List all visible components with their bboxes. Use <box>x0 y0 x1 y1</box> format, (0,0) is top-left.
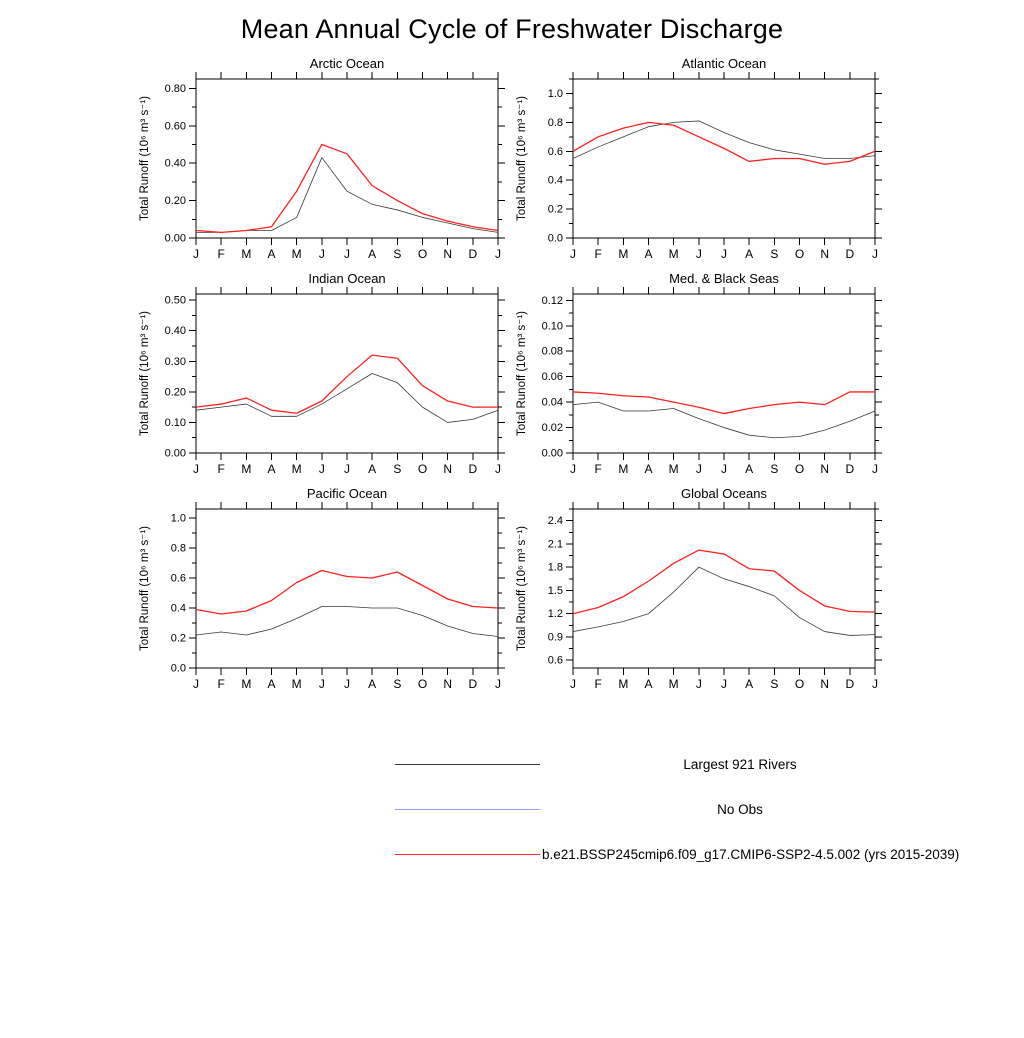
chart-pacific-ocean <box>136 485 508 700</box>
x-tick-label: A <box>644 677 653 692</box>
x-tick-label: N <box>820 247 830 262</box>
x-tick-label: J <box>721 462 727 477</box>
subplot-title: Atlantic Ocean <box>681 56 767 72</box>
x-tick-label: M <box>291 247 302 262</box>
x-tick-label: J <box>695 462 702 477</box>
y-tick-label: 0.80 <box>164 82 186 95</box>
x-tick-label: J <box>193 677 199 692</box>
y-tick-label: 0.08 <box>541 345 563 358</box>
x-tick-label: N <box>820 677 830 692</box>
series-line-1 <box>573 550 875 614</box>
x-tick-label: J <box>495 677 501 692</box>
legend-item-model-run <box>395 832 995 877</box>
legend-line-no-obs <box>395 809 540 810</box>
y-tick-label: 0.40 <box>164 325 186 338</box>
legend-label-model-run: b.e21.BSSP245cmip6.f09_g17.CMIP6-SSP2-4.5.002 (yrs 2015-2039) <box>542 847 960 863</box>
x-tick-label: N <box>443 462 453 477</box>
y-axis-label: Total Runoff (10⁶ m³ s⁻¹) <box>516 96 528 222</box>
x-tick-label: M <box>668 247 679 262</box>
x-tick-label: O <box>794 462 805 477</box>
legend-item-no-obs <box>395 787 995 832</box>
x-tick-label: A <box>644 247 653 262</box>
y-tick-label: 0.0 <box>170 662 186 675</box>
x-tick-label: J <box>193 462 199 477</box>
plot-frame <box>196 294 498 453</box>
x-tick-label: J <box>495 247 501 262</box>
x-tick-label: F <box>594 462 602 477</box>
y-tick-label: 0.10 <box>541 320 563 333</box>
x-tick-label: O <box>417 247 428 262</box>
x-tick-label: M <box>241 462 252 477</box>
x-tick-label: D <box>845 462 855 477</box>
chart-svg <box>513 270 885 485</box>
y-tick-label: 0.2 <box>547 203 563 216</box>
x-tick-label: O <box>794 247 805 262</box>
series-line-0 <box>573 567 875 635</box>
x-tick-label: J <box>721 247 727 262</box>
series-line-1 <box>196 571 498 615</box>
x-tick-label: D <box>468 677 478 692</box>
x-tick-label: A <box>267 677 276 692</box>
subplot-title: Global Oceans <box>681 486 767 502</box>
legend-line-largest-rivers <box>395 764 540 765</box>
x-tick-label: A <box>267 247 276 262</box>
y-tick-label: 0.4 <box>547 174 563 187</box>
x-tick-label: S <box>393 247 402 262</box>
x-tick-label: F <box>217 677 225 692</box>
y-tick-label: 0.04 <box>541 396 563 409</box>
y-tick-label: 0.2 <box>170 632 186 645</box>
series-line-1 <box>196 145 498 233</box>
y-tick-label: 0.00 <box>541 447 563 460</box>
legend-line-model-run <box>395 854 540 855</box>
y-tick-label: 0.00 <box>164 447 186 460</box>
chart-atlantic-ocean <box>513 55 885 270</box>
x-tick-label: M <box>291 462 302 477</box>
x-tick-label: N <box>443 247 453 262</box>
y-axis-label: Total Runoff (10⁶ m³ s⁻¹) <box>139 526 151 652</box>
subplot-title: Pacific Ocean <box>306 486 388 502</box>
x-tick-label: J <box>721 677 727 692</box>
chart-global-oceans <box>513 485 885 700</box>
y-tick-label: 1.0 <box>547 88 563 101</box>
x-tick-label: S <box>770 677 779 692</box>
x-tick-label: M <box>668 677 679 692</box>
series-line-0 <box>573 121 875 159</box>
x-tick-label: J <box>495 462 501 477</box>
x-tick-label: J <box>872 462 878 477</box>
x-tick-label: A <box>368 462 377 477</box>
y-tick-label: 0.50 <box>164 294 186 307</box>
x-tick-label: J <box>570 677 576 692</box>
x-tick-label: A <box>644 462 653 477</box>
series-line-0 <box>196 374 498 423</box>
x-tick-label: J <box>570 462 576 477</box>
x-tick-label: A <box>745 677 754 692</box>
plot-frame <box>196 509 498 668</box>
x-tick-label: J <box>872 677 878 692</box>
y-tick-label: 1.0 <box>170 512 186 525</box>
x-tick-label: J <box>193 247 199 262</box>
subplot-title: Arctic Ocean <box>309 56 385 72</box>
x-tick-label: J <box>695 247 702 262</box>
y-tick-label: 0.0 <box>547 232 563 245</box>
charts-grid <box>136 55 1024 700</box>
y-tick-label: 2.1 <box>547 538 563 551</box>
figure-title: Mean Annual Cycle of Freshwater Discharge <box>240 14 784 44</box>
x-tick-label: A <box>368 677 377 692</box>
y-tick-label: 0.10 <box>164 416 186 429</box>
y-tick-label: 0.4 <box>170 602 186 615</box>
x-tick-label: O <box>417 677 428 692</box>
x-tick-label: J <box>318 247 325 262</box>
x-tick-label: A <box>745 462 754 477</box>
y-tick-label: 0.40 <box>164 157 186 170</box>
series-line-1 <box>573 122 875 164</box>
series-line-0 <box>196 158 498 233</box>
y-tick-label: 1.5 <box>547 584 563 597</box>
subplot-title: Med. & Black Seas <box>669 271 779 287</box>
y-axis-label: Total Runoff (10⁶ m³ s⁻¹) <box>516 311 528 437</box>
y-tick-label: 0.6 <box>547 145 563 158</box>
x-tick-label: M <box>291 677 302 692</box>
x-tick-label: F <box>594 677 602 692</box>
series-line-1 <box>573 392 875 414</box>
x-tick-label: J <box>318 677 325 692</box>
chart-svg <box>136 55 508 270</box>
chart-med-black-seas <box>513 270 885 485</box>
x-tick-label: O <box>417 462 428 477</box>
y-tick-label: 0.00 <box>164 232 186 245</box>
y-tick-label: 0.12 <box>541 294 563 307</box>
chart-indian-ocean <box>136 270 508 485</box>
x-tick-label: M <box>618 247 629 262</box>
x-tick-label: A <box>368 247 377 262</box>
y-tick-label: 0.30 <box>164 355 186 368</box>
chart-arctic-ocean <box>136 55 508 270</box>
series-line-0 <box>573 402 875 438</box>
x-tick-label: S <box>393 677 402 692</box>
plot-frame <box>573 509 875 668</box>
x-tick-label: D <box>468 247 478 262</box>
y-tick-label: 0.60 <box>164 120 186 133</box>
subplot-title: Indian Ocean <box>308 271 386 287</box>
x-tick-label: J <box>344 677 350 692</box>
figure-page <box>0 14 1024 877</box>
x-tick-label: M <box>241 247 252 262</box>
x-tick-label: S <box>770 247 779 262</box>
chart-svg <box>513 485 885 700</box>
chart-svg <box>136 485 508 700</box>
legend-label-largest-rivers: Largest 921 Rivers <box>683 757 797 773</box>
x-tick-label: S <box>393 462 402 477</box>
chart-svg <box>513 55 885 270</box>
y-tick-label: 0.8 <box>547 116 563 129</box>
x-tick-label: N <box>443 677 453 692</box>
plot-frame <box>573 294 875 453</box>
x-tick-label: S <box>770 462 779 477</box>
y-axis-label: Total Runoff (10⁶ m³ s⁻¹) <box>516 526 528 652</box>
x-tick-label: O <box>794 677 805 692</box>
plot-frame <box>196 79 498 238</box>
x-tick-label: M <box>241 677 252 692</box>
y-tick-label: 2.4 <box>547 515 563 528</box>
y-tick-label: 0.9 <box>547 631 563 644</box>
x-tick-label: J <box>344 247 350 262</box>
x-tick-label: N <box>820 462 830 477</box>
x-tick-label: J <box>872 247 878 262</box>
y-tick-label: 0.6 <box>170 572 186 585</box>
x-tick-label: A <box>745 247 754 262</box>
chart-svg <box>136 270 508 485</box>
x-tick-label: F <box>217 462 225 477</box>
x-tick-label: F <box>217 247 225 262</box>
y-tick-label: 0.6 <box>547 654 563 667</box>
x-tick-label: D <box>845 677 855 692</box>
y-tick-label: 0.20 <box>164 195 186 208</box>
y-tick-label: 0.02 <box>541 422 563 435</box>
x-tick-label: A <box>267 462 276 477</box>
x-tick-label: F <box>594 247 602 262</box>
y-tick-label: 0.06 <box>541 371 563 384</box>
x-tick-label: M <box>618 462 629 477</box>
x-tick-label: J <box>318 462 325 477</box>
x-tick-label: D <box>845 247 855 262</box>
x-tick-label: M <box>618 677 629 692</box>
x-tick-label: D <box>468 462 478 477</box>
y-tick-label: 1.2 <box>547 608 563 621</box>
y-axis-label: Total Runoff (10⁶ m³ s⁻¹) <box>139 96 151 222</box>
y-tick-label: 1.8 <box>547 561 563 574</box>
y-axis-label: Total Runoff (10⁶ m³ s⁻¹) <box>139 311 151 437</box>
legend-label-no-obs: No Obs <box>717 802 763 818</box>
y-tick-label: 0.20 <box>164 386 186 399</box>
legend-item-largest-rivers <box>395 742 995 787</box>
x-tick-label: M <box>668 462 679 477</box>
x-tick-label: J <box>344 462 350 477</box>
legend <box>395 742 995 877</box>
x-tick-label: J <box>695 677 702 692</box>
x-tick-label: J <box>570 247 576 262</box>
y-tick-label: 0.8 <box>170 542 186 555</box>
